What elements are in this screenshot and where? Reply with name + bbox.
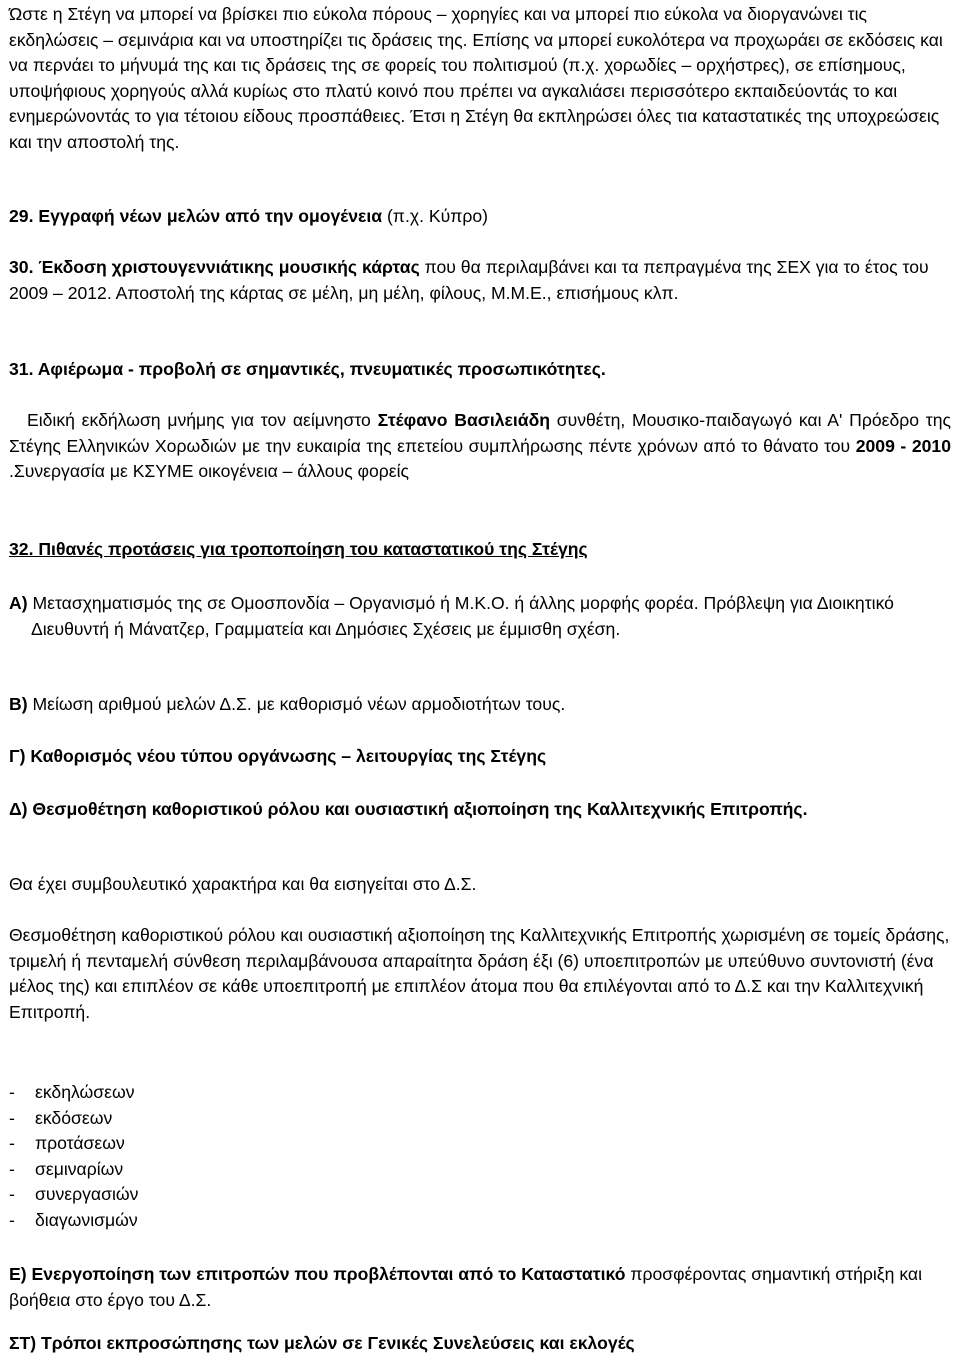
proposal-b-label: Β) (9, 694, 28, 714)
item-31-title: 31. Αφιέρωμα - προβολή σε σημαντικές, πνευματικές προσωπικότητες. (9, 359, 606, 379)
item-30 (9, 255, 951, 306)
proposal-g-title: Γ) Καθορισμός νέου τύπου οργάνωσης – λειτουργίας της Στέγης (9, 746, 547, 766)
list-item: - εκδηλώσεων (9, 1082, 135, 1102)
proposal-e-title: Ε) Ενεργοποίηση των επιτροπών που προβλέπονται από το Καταστατικό (9, 1264, 626, 1284)
item-31-text-1: Ειδική εκδήλωση μνήμης για τον αείμνηστο (27, 410, 378, 430)
intro-sentence-2: Επίσης να μπορεί ευκολότερα να προχωράει σε εκδόσεις και να περνάει το μήνυμά της και τις δράσεις της σε φορείς του πολιτισμού (π.χ. (9, 29, 943, 75)
proposal-d-title: Δ) Θεσμοθέτηση καθοριστικού ρόλου και ουσιαστική αξιοποίηση της Καλλιτεχνικής Επιτροπής. (9, 799, 808, 819)
list-item: - προτάσεων (9, 1133, 125, 1153)
subcommittee-list (9, 1080, 951, 1233)
list-item: - εκδόσεων (9, 1107, 113, 1128)
list-item: - σεμιναρίων (9, 1158, 124, 1179)
honoree-name: Στέφανο Βασιλειάδη (377, 410, 550, 430)
proposal-e (9, 1262, 951, 1313)
proposal-a-text: Μετασχηματισμός της σε Ομοσπονδία – Οργανισμό ή Μ.Κ.Ο. ή άλλης μορφής φορέα. Πρόβλεψη για Διοικητικό Διευθυντή ή Μάνατζερ, Γραμματεία και Δημόσιες Σχέσεις με έμμισθη σχέση. (27, 593, 894, 639)
proposal-e-text: προσφέροντας σημαντική στήριξη και βοήθεια στο έργο του Δ.Σ. (9, 1264, 923, 1310)
list-item: - διαγωνισμών (9, 1209, 138, 1230)
item-30-text: που θα περιλαμβάνει και τα πεπραγμένα της ΣΕΧ για το έτος του 2009 – 2012. Αποστολή της κάρτας σε μέλη, μη μέλη, φίλους, Μ.Μ.Ε., επισήμους κλπ. (9, 257, 929, 303)
intro-sentence-4: Έτσι η Στέγη θα εκπληρώσει όλες τια καταστατικές της υποχρεώσεις και την αποστολή της. (9, 106, 940, 152)
item-32-title: 32. Πιθανές προτάσεις για τροποποίηση του καταστατικού της Στέγης (9, 539, 588, 559)
proposal-d-text-1: Θα έχει συμβουλευτικό χαρακτήρα και θα εισηγείται στο Δ.Σ. (9, 874, 477, 894)
item-31-paragraph (9, 408, 951, 485)
intro-sentence-3: χορωδίες – ορχήστρες), σε επίσημους, υποψήφιους χορηγούς αλλά κυρίως στο πλατύ κοινό που πρέπει να αγκαλιάσει περισσότερο εκπαιδεύοντάς το και ενημερώνοντάς το για τέτοιου είδους προσπάθειες. (9, 55, 906, 126)
item-31-text-3: .Συνεργασία με ΚΣΥΜΕ οικογένεια – άλλους φορείς (9, 461, 410, 481)
proposal-b-text: Μείωση αριθμού μελών Δ.Σ. με καθορισμό νέων αρμοδιοτήτων τους. (27, 694, 566, 714)
list-item: - συνεργασιών (9, 1184, 139, 1204)
proposal-b (9, 692, 951, 718)
proposal-st-title: ΣΤ) Τρόποι εκπροσώπησης των μελών σε Γενικές Συνελεύσεις και εκλογές (9, 1333, 635, 1353)
intro-sentence-1: Ώστε η Στέγη να μπορεί να βρίσκει πιο εύκολα πόρους – χορηγίες και να μπορεί πιο εύκολα να διοργανώνει τις εκδηλώσεις – σεμινάρια και να υποστηρίζει τις δράσεις της. (9, 4, 867, 50)
item-31-text-2: συνθέτη, Μουσικο-παιδαγωγό και Α' Πρόεδρο της Στέγης Ελληνικών Χορωδιών με την ευκαιρία της επετείου συμπλήρωσης πέντε χρόνων από το θάνατο του (9, 410, 951, 456)
proposal-d-text-2: Θεσμοθέτηση καθοριστικού ρόλου και ουσιαστική αξιοποίηση της Καλλιτεχνικής Επιτροπής χωρισμένη σε τομείς δράσης, τριμελή ή πενταμελή σύνθεση περιλαμβάνουσα απαραίτητα δράση έξι (6) υποεπιτροπών με υπεύθυνο συντονιστή (ένα μέλος της) και επιπλέον σε κάθε υποεπιτροπή με επιπλέον άτομα που θα επιλέγονται από το Δ.Σ και την Καλλιτεχνική Επιτροπή. (9, 925, 950, 1022)
intro-paragraph (9, 2, 951, 155)
item-30-title: 30. Έκδοση χριστουγεννιάτικης μουσικής κάρτας (9, 257, 420, 277)
item-29-title: 29. Εγγραφή νέων μελών από την ομογένεια (9, 206, 383, 226)
proposal-a (9, 591, 960, 642)
item-29-note: (π.χ. Κύπρο) (382, 206, 488, 226)
item-29 (9, 204, 951, 230)
proposal-a-label: Α) (9, 593, 28, 613)
anniversary-years: 2009 - 2010 (855, 435, 951, 456)
